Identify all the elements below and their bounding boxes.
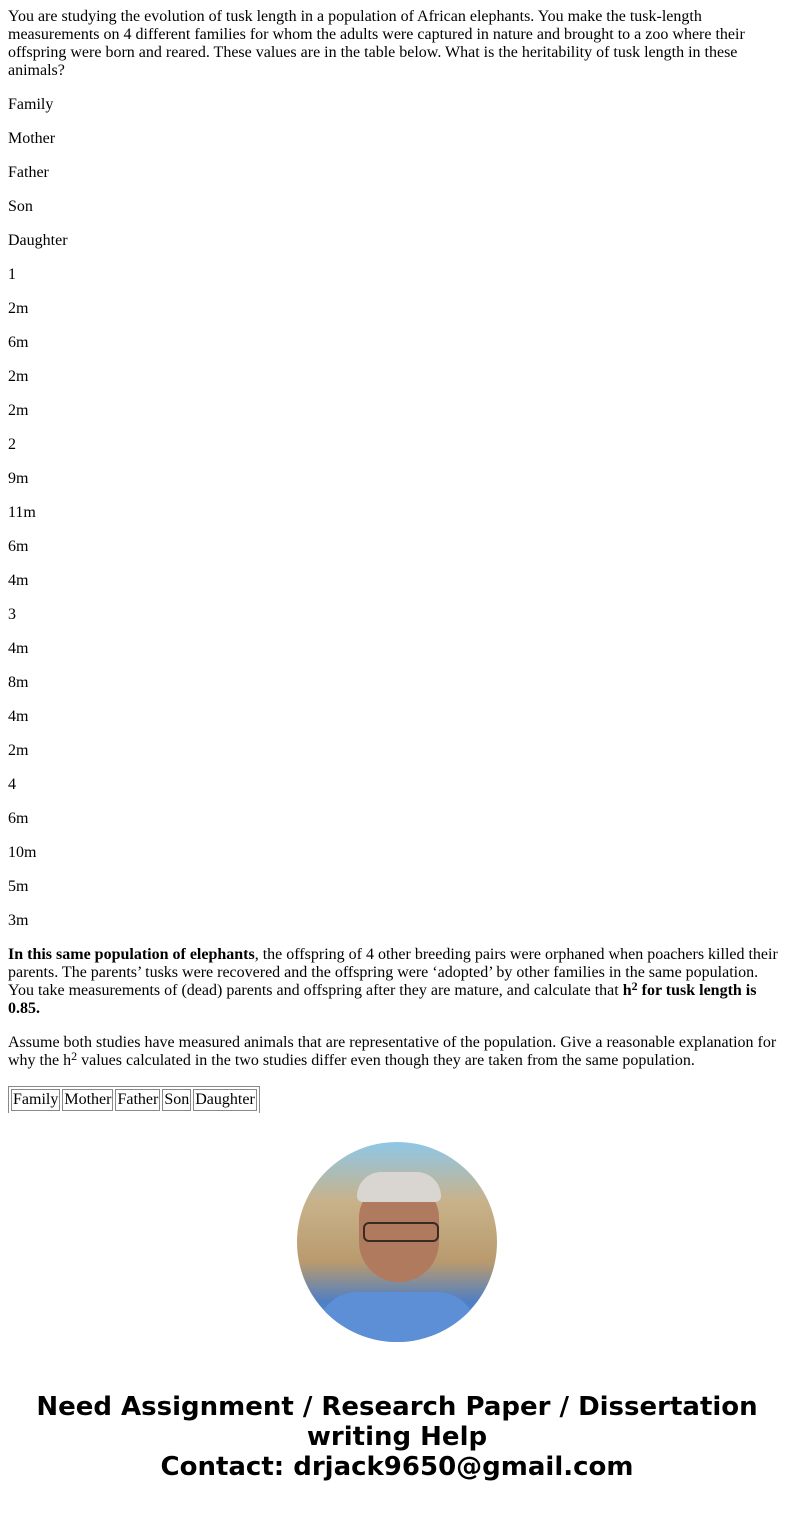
cell-text: 4m bbox=[8, 572, 29, 589]
cell-text: 3m bbox=[8, 912, 29, 929]
cell-text: 2m bbox=[8, 300, 29, 317]
cell-text: 8m bbox=[8, 674, 29, 691]
cell-text: Father bbox=[8, 164, 49, 181]
heritability-value: $h^2$ for tusk length is 0.85. bbox=[8, 979, 757, 1017]
orphan-study-paragraph bbox=[8, 946, 786, 1018]
cell-text: 5m bbox=[8, 878, 29, 895]
table-header-cell: Family bbox=[11, 1089, 60, 1111]
cell-text: 9m bbox=[8, 470, 29, 487]
avatar bbox=[297, 1142, 497, 1342]
cell-text: Mother bbox=[8, 130, 56, 147]
cell-text: 6m bbox=[8, 810, 29, 827]
contact-line: Contact: drjack9650@gmail.com bbox=[160, 1452, 634, 1482]
cell-text: 4 bbox=[8, 776, 16, 793]
cell-text: 11m bbox=[8, 504, 36, 521]
data-table-container bbox=[8, 1086, 786, 1113]
cell-text: 4m bbox=[8, 640, 29, 657]
cell-text: 2m bbox=[8, 742, 29, 759]
cell-text: Family bbox=[8, 96, 54, 113]
cell-text: 6m bbox=[8, 538, 29, 555]
question-text: You are studying the evolution of tusk length in a population of African elephants. You make the tusk-length measurements on 4 different families for whom the adults were captured in nature and brought to a zoo where their offspring were born and reared. These values are in the table below. What is the heritability of tusk length in these animals? bbox=[8, 8, 745, 79]
promo-banner bbox=[8, 1392, 786, 1482]
cell-text: 6m bbox=[8, 334, 29, 351]
cell-text: 2 bbox=[8, 436, 16, 453]
promo-line: Need Assignment / Research Paper / Dissertation writing Help bbox=[36, 1392, 758, 1452]
explanation-question: Assume both studies have measured animals that are representative of the population. Give a reasonable explanation for why the $h^2$ values calculated in the two studies differ even though they are taken from the same population. bbox=[8, 1034, 777, 1069]
table-header-cell: Mother bbox=[62, 1089, 113, 1111]
cell-text: 2m bbox=[8, 402, 29, 419]
cell-text: 1 bbox=[8, 266, 16, 283]
table-header-cell: Father bbox=[115, 1089, 160, 1111]
loose-table-cells bbox=[8, 96, 786, 930]
cell-text: 10m bbox=[8, 844, 37, 861]
paragraph-text: , the offspring of 4 other breeding pairs were orphaned when poachers killed their parents. The parents’ tusks were recovered and the offspring were ‘adopted’ by other families in the same population. You take measurements of (dead) parents and offspring after they are mature, and calculate that bbox=[8, 946, 778, 999]
cell-text: Son bbox=[8, 198, 33, 215]
data-table bbox=[8, 1086, 260, 1113]
cell-text: 3 bbox=[8, 606, 16, 623]
cell-text: 2m bbox=[8, 368, 29, 385]
table-header-cell: Son bbox=[162, 1089, 191, 1111]
table-header-cell: Daughter bbox=[193, 1089, 257, 1111]
table-header-row bbox=[11, 1089, 257, 1111]
cell-text: Daughter bbox=[8, 232, 68, 249]
bold-lead: In this same population of elephants bbox=[8, 946, 255, 963]
cell-text: 4m bbox=[8, 708, 29, 725]
